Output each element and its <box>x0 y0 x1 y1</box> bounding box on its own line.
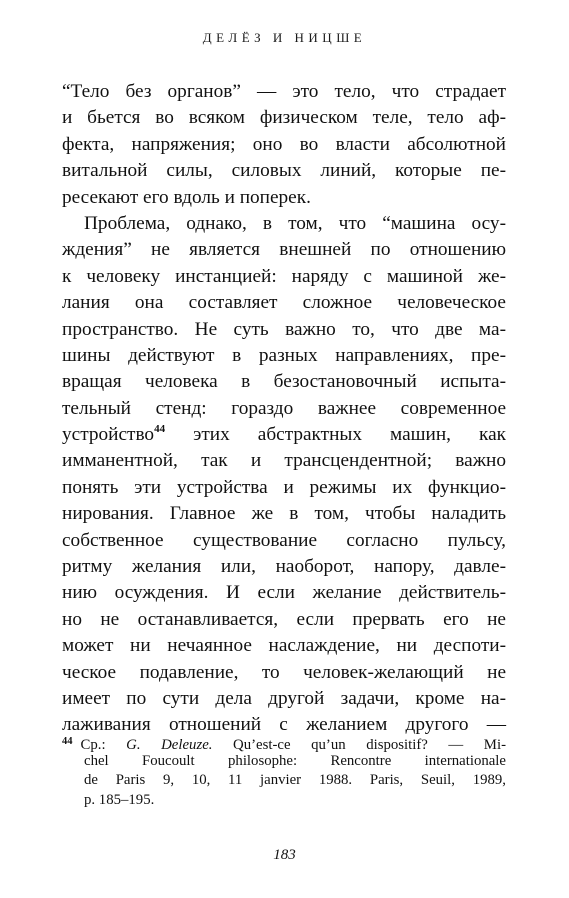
text-line: Проблема, однако, в том, что “машина осу- <box>84 212 506 234</box>
footnote-line: chel Foucoult philosophe: Rencontre internationale <box>84 752 506 769</box>
text-line: тельный стенд: гораздо важнее современное <box>62 397 506 419</box>
text-line: ческое подавление, то человек-желающий не <box>62 661 506 683</box>
text-line: лаживания отношений с желанием другого — <box>62 714 506 736</box>
text-line: но не останавливается, если прервать его не <box>62 608 506 630</box>
text-line: имеет по сути дела другой задачи, кроме на- <box>62 687 506 709</box>
footnote <box>62 732 506 810</box>
footnote-reference[interactable]: 44 <box>154 423 166 436</box>
main-text <box>62 79 506 739</box>
text-line: может ни нечаянное наслаждение, ни деспоти- <box>62 635 506 657</box>
text-line: собственное существование согласно пульсу, <box>62 529 506 551</box>
text-line: витальной силы, силовых линий, которые пе- <box>62 160 506 182</box>
text-line: имманентной, так и трансцендентной; важно <box>62 450 506 472</box>
text-line: и бьется во всяком физическом теле, тело аф- <box>62 107 506 129</box>
text-fragment: устройство <box>62 424 155 446</box>
footnote-abbr: Ср.: <box>80 737 106 753</box>
text-line-with-footnote-ref <box>62 422 506 448</box>
page-number: 183 <box>273 847 296 863</box>
text-line: понять эти устройства и режимы их функцио- <box>62 476 506 498</box>
text-line: ждения” не является внешней по отношению <box>62 239 506 261</box>
text-line: шины действуют в разных направлениях, пре- <box>62 344 506 366</box>
text-line: нирования. Главное же в том, чтобы наладить <box>62 503 506 525</box>
text-fragment: этих абстрактных машин, как <box>165 424 506 446</box>
text-line: к человеку инстанцией: наряду с машиной же- <box>62 265 506 287</box>
footnote-line: de Paris 9, 10, 11 janvier 1988. Paris, Seuil, 1989, <box>84 772 506 788</box>
footnote-author: G. Deleuze. <box>126 737 213 753</box>
text-line: “Тело без органов” — это тело, что страдает <box>62 81 506 102</box>
text-line: нию осуждения. И если желание действитель- <box>62 582 506 604</box>
text-line: пространство. Не суть важно то, что две ма- <box>62 318 506 340</box>
text-line: вращая человека в безостановочный испыта- <box>62 371 506 393</box>
footnote-line <box>62 732 506 752</box>
text-line: ресекают его вдоль и поперек. <box>62 186 311 208</box>
footnote-number: 44 <box>62 736 73 747</box>
text-line: фекта, напряжения; оно во власти абсолютной <box>62 133 506 155</box>
text-line: ритму желания или, наоборот, напору, давле- <box>62 556 506 578</box>
text-line: лания она составляет сложное человеческое <box>62 292 506 314</box>
footnote-text: Qu’est-ce qu’un dispositif? — Mi- <box>233 737 506 753</box>
footnote-line: p. 185–195. <box>84 791 155 808</box>
running-head: ДЕЛЁЗ И НИЦШЕ <box>202 30 367 45</box>
